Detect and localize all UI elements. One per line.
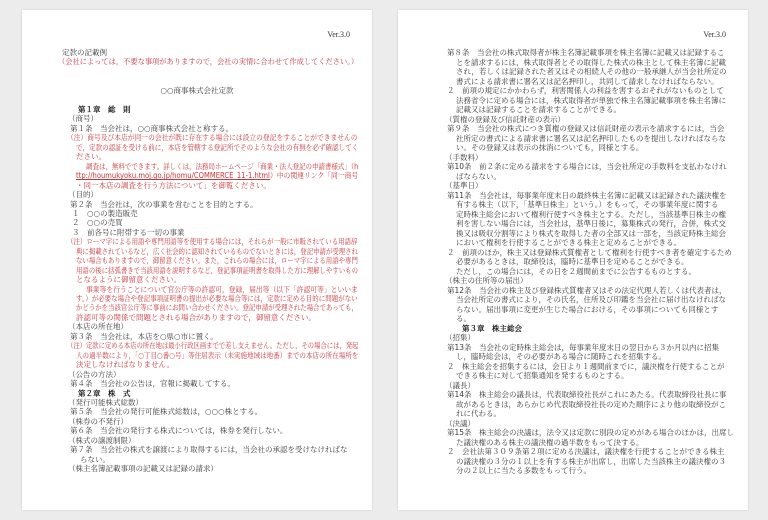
note-line: かどうかを当該官公庁等に事前にお問い合わせください。登記申請が受理された場合であっても， <box>76 303 358 313</box>
text-line: 第４条 当会社の公告は，官報に掲載してする。 <box>70 379 235 389</box>
text-line: 第10条 前２条に定める請求をする場合には，当会社所定の手数料を支払わなけれ <box>447 162 727 171</box>
text-line: 第15条 株主総会の決議は，法令又は定款に別段の定めがある場合のほかは，出席し <box>447 428 735 437</box>
note-line: となるように御留意ください。 <box>76 275 181 285</box>
text-line: らない。 <box>80 454 110 464</box>
note-line: 決定しなければなりません。 <box>76 360 174 370</box>
text-line: （本店の所在地） <box>68 322 128 332</box>
text-line: 第11条 当会社は，毎事業年度末日の最終株主名簿に記載又は記録された議決権を <box>447 190 727 200</box>
text-line: （株主名簿記載事項の記載又は記録の請求） <box>68 464 218 474</box>
note-line: 人の過半数により，「○丁目○番○号」等住居表示（未実施地域は地番）までの本店の所在場所を <box>76 350 359 360</box>
text-line: る。 <box>456 314 471 323</box>
article-caption: （手数料） <box>445 152 483 162</box>
article-caption: （株主の住所等の届出） <box>445 276 528 285</box>
text-line: ３ 前各号に附帯する一切の事業 <box>72 227 185 237</box>
note-line: （注）商号及び本店が同一の会社が既に存在する場合には設立の登記をすることができませんの <box>67 133 358 143</box>
text-line: 第12条 当会社の株主及び登録株式質権者又はその法定代理人若しくは代表者は， <box>447 285 727 295</box>
text-line: （発行可能株式総数） <box>68 397 143 407</box>
text-line: ２ ○○の売買 <box>72 218 123 228</box>
version-label: Ver.3.0 <box>327 30 350 39</box>
note-line: （注）定款に定める本店の所在地は最小行政区画までで差し支えません。ただし，その場合には，発起 <box>67 341 359 351</box>
text-line: 第２条 当会社は，次の事業を営むことを目的とする。 <box>70 199 258 209</box>
article-caption: （議長） <box>445 380 475 390</box>
note-line: （注）ローマ字による用語や専門用語等を使用する場合には，それらが一般に市販されている用語辞 <box>67 237 358 247</box>
note-line: す。）が必要な場合や登記事項証明書の提出が必要な場合等には，定款に定める目的に問題がない <box>76 294 358 303</box>
text-line: １ ○○の製造販売 <box>72 208 138 218</box>
text-line: 当会社所定の書式により，その氏名，住所及び印鑑を当会社に届け出なければな <box>456 295 726 304</box>
document-page-left <box>22 10 372 510</box>
text-line: 換又は吸収分割等により株式を取得した者の全部又は一部を，当該定時株主総会 <box>456 228 726 238</box>
text-line: され，若しくは記録された者又はその相続人その他の一般承継人が当会社所定の <box>456 67 727 76</box>
note-line: 調査は，無料でできます。詳しくは，法務局ホームページ「商業・法人登記の申請書様式」（h <box>86 161 359 171</box>
note-line: ・同一本店の調査を行う方法について」を御覧ください。 <box>76 180 271 190</box>
article-caption: （決議） <box>445 418 475 428</box>
text-line: 第３条 当会社は，本店を○県○市に置く。 <box>70 331 218 341</box>
text-line: 第５条 当会社の発行可能株式総数は，○○○株とする。 <box>70 407 263 417</box>
text-line: 第14条 株主総会の議長は，代表取締役社長がこれにあたる。代表取締役社長に事 <box>447 390 727 399</box>
text-line: において権利を行使することができる株主と定めることができる。 <box>456 238 681 247</box>
text-line: できる株主に対して招集通知を発するものとする。 <box>456 371 629 380</box>
note-line: 用語の後に括弧書きで当該用語を説明するなど，登記事項証明書を取得した方に理解しやすいもの <box>76 265 358 275</box>
note-line: 許認可等の関係で問題とされる場合がありますので，御留意ください。 <box>76 312 316 322</box>
document-title: ○○商事株式会社定款 <box>160 86 234 95</box>
text-line: ただし，この場合には，その日を２週間前までに公告するものとする。 <box>456 266 696 276</box>
text-line: （株式の譲渡制限） <box>68 435 136 445</box>
text-line: 第１条 当会社は，○○商事株式会社と称する。 <box>70 123 234 133</box>
text-line: （目的） <box>68 190 98 200</box>
text-line: 利を害しない場合には，当会社は，基準日後に，募集株式の発行，合併，株式交 <box>456 219 726 228</box>
note-line: 典に掲載されているなど，広く社会的に認知されているものでないときには，登記申請が受理され <box>76 246 358 256</box>
text-line: れに代わる。 <box>456 409 501 418</box>
version-label: Ver.3.0 <box>703 30 726 39</box>
text-line: 定款の記載例 <box>62 48 107 57</box>
text-line: 第７条 当会社の株式を譲渡により取得するには，当会社の承認を受けなければな <box>70 445 348 455</box>
note-line: （会社によっては，不要な事項がありますので，会社の実情に合わせて作成してください。） <box>58 57 359 66</box>
text-line: ２ 株主総会を招集するには，会日より１週間前までに，議決権を行使することが <box>447 361 725 371</box>
text-line: た議決権のある株主の議決権の過半数をもって決する。 <box>456 437 644 447</box>
text-line: い。その登録又は表示の抹消についても，同様とする。 <box>456 143 644 152</box>
article-caption: （質権の登録及び信託財産の表示） <box>445 114 565 124</box>
note-line: で，定款の認証を受ける前に，本店を管轄する登記所でそのような会社の有無を必ず確認してく <box>76 142 359 152</box>
text-line: し，臨時総会は，その必要がある場合に随時これを招集する。 <box>456 352 666 361</box>
chapter-heading: 第２章 株 式 <box>78 388 131 398</box>
text-line: 法務省令に定める場合には，株式取得者が単独で株主名簿記載事項を株主名簿に <box>456 95 726 105</box>
text-line: 記載又は記録することを請求することができる。 <box>456 105 621 114</box>
note-link-line <box>76 171 358 180</box>
text-line: （株券の不発行） <box>68 416 128 426</box>
note-text: ）中の関連リンク「同一商号 <box>269 171 359 181</box>
text-line: ２ 前項の規定にかかわらず，利害関係人の利益を害するおそれがないものとして <box>447 86 724 95</box>
text-line: らない。届出事項に変更が生じた場合における，その事項についても同様とす <box>456 304 719 314</box>
text-line: 第13条 当会社の定時株主総会は，毎事業年度末日の翌日から３か月以内に招集 <box>447 342 720 352</box>
text-line: （商号） <box>68 114 98 124</box>
article-caption: （招集） <box>445 333 475 342</box>
note-line: ださい。 <box>76 152 106 162</box>
text-line: とを請求するには，株式取得者とその取得した株式の株主として株主名簿に記載 <box>456 57 726 67</box>
text-line: 第８条 当会社の株式取得者が株主名簿記載事項を株主名簿に記載又は記録するこ <box>447 48 725 57</box>
text-line: 書式による請求書に署名又は記名押印し，共同して請求しなければならない。 <box>456 76 719 86</box>
document-page-right <box>398 10 748 510</box>
text-line: 故があるときは，あらかじめ代表取締役社長の定めた順序により他の取締役がこ <box>456 399 726 409</box>
text-line: ２ 前項のほか，株主又は登録株式質権者として権利を行使すべき者を確定するため <box>447 247 732 257</box>
text-line: の議決権の３分の１以上を有する株主が出席し，出席した当該株主の議決権の３ <box>456 456 726 466</box>
article-caption: （基準日） <box>445 181 483 190</box>
note-line: 事業等を行うことについて官公庁等の許認可，登録，届出等（以下「許認可等」といいま <box>86 284 358 294</box>
text-line: ２ 会社法第３０９条第２項に定める決議は，議決権を行使することができる株主 <box>447 447 725 456</box>
text-line: ばならない。 <box>456 171 501 181</box>
text-line: 分の２以上に当たる多数をもって行う。 <box>456 466 591 475</box>
note-line: ない場合もありますので，御留意ください。また，これらの場合には，ローマ字による用語や専門 <box>76 256 358 266</box>
homepage-link[interactable]: ttp://houmukyoku.moj.go.jp/homu/COMMERCE_11-1.html <box>76 171 270 181</box>
text-line: 有する株主（以下，「基準日株主」という。）をもって，その事業年度に関する <box>456 200 719 209</box>
text-line: 必要があるときは，取締役は，臨時に基準日を定めることができる。 <box>456 257 689 266</box>
text-line: 社所定の書式による請求書に署名又は記名押印したものを提出しなければならな <box>456 133 726 143</box>
text-line: 定時株主総会において権利行使すべき株主とする。ただし，当該基準日株主の権 <box>456 209 726 219</box>
text-line: 第６条 当会社の発行する株式については，株券を発行しない。 <box>70 426 288 436</box>
text-line: 第９条 当会社の株式につき質権の登録又は信託財産の表示を請求するには，当会 <box>447 124 725 133</box>
chapter-heading: 第１章 総 則 <box>78 105 131 114</box>
chapter-heading: 第３章 株主総会 <box>462 323 522 333</box>
text-line: （公告の方法） <box>68 369 121 379</box>
